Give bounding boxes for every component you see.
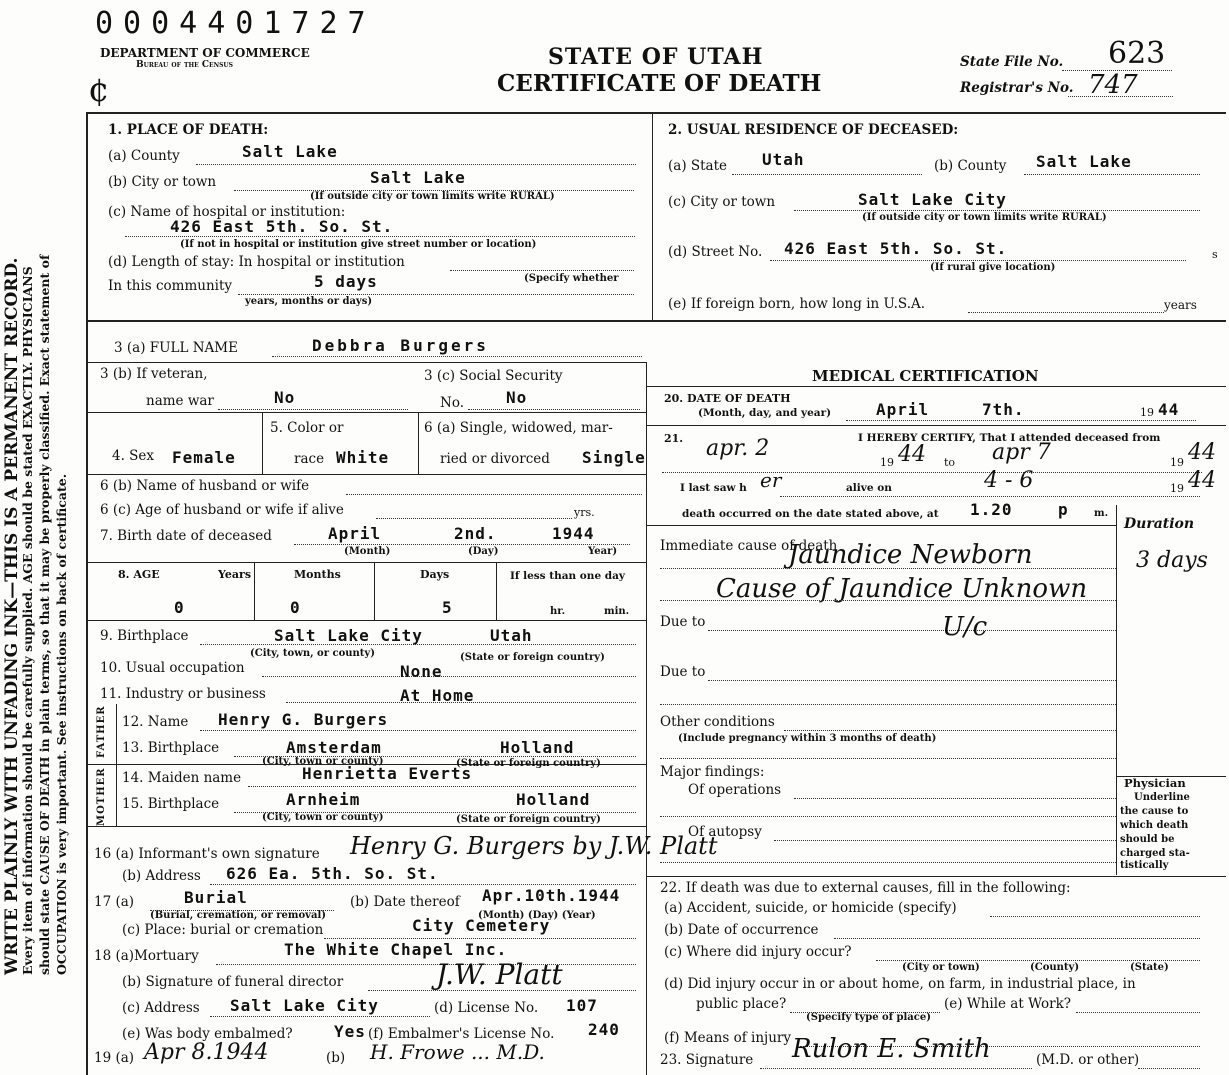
father-name-value: Henry G. Burgers <box>218 710 389 729</box>
father-city-note: (City, town or county) <box>262 756 384 767</box>
where-note-city: (City or town) <box>902 962 980 973</box>
mother-city-note: (City, town or county) <box>262 812 384 823</box>
funeral-director-label: (b) Signature of funeral director <box>122 974 344 990</box>
margin-instruction-2: should state CAUSE OF DEATH in plain terms, so that it may be properly classified. Exact statement of <box>37 254 52 975</box>
mother-birthplace-country: Holland <box>516 790 591 809</box>
filed-label: 19 (a) <box>94 1050 135 1066</box>
father-birthplace-label: 13. Birthplace <box>122 740 220 756</box>
age-years-value: 0 <box>174 598 185 617</box>
physician-title: Physician <box>1124 776 1186 790</box>
occupation-value: None <box>400 662 443 681</box>
document-number: 0004401727 <box>95 6 376 41</box>
birthplace-label: 9. Birthplace <box>100 628 189 644</box>
license-value: 107 <box>566 996 598 1015</box>
age-lessday-label: If less than one day <box>510 570 626 582</box>
residence-city-value: Salt Lake City <box>858 190 1007 209</box>
cause-line-2: Cause of Jaundice Unknown <box>716 574 1088 604</box>
funeral-director-signature: J.W. Platt <box>436 958 563 991</box>
birth-year: 1944 <box>552 524 595 543</box>
place-of-death-heading: 1. PLACE OF DEATH: <box>108 122 269 138</box>
birth-month: April <box>328 524 382 543</box>
marital-label: 6 (a) Single, widowed, mar- <box>424 420 613 436</box>
residence-state-value: Utah <box>762 150 805 169</box>
birth-day: 2nd. <box>454 524 497 543</box>
other-conditions-label: Other conditions <box>660 714 775 730</box>
last-saw-label: I last saw h <box>680 482 747 494</box>
full-name-value: Debbra Burgers <box>312 336 489 355</box>
husband-name-label: 6 (b) Name of husband or wife <box>100 478 310 494</box>
birth-date-label: 7. Birth date of deceased <box>100 528 272 544</box>
birthplace-city-note: (City, town, or county) <box>250 648 375 659</box>
residence-city-note: (If outside city or town limits write RURAL) <box>862 212 1107 223</box>
residence-edge-mark: s <box>1212 248 1218 261</box>
industry-value: At Home <box>400 686 475 705</box>
alive-year: 44 <box>1188 468 1216 493</box>
margin-instruction-3: OCCUPATION is very important. See instructions on back of certificate. <box>54 473 69 975</box>
race-label: race <box>294 451 325 467</box>
date-of-death-sub: (Month, day, and year) <box>698 407 832 419</box>
specify-note-2: years, months or days) <box>245 296 373 307</box>
public-place-label: public place? <box>696 996 787 1012</box>
due-to-1-value: U/c <box>942 612 988 642</box>
race-value: White <box>336 448 390 467</box>
death-time: 1.20 <box>970 500 1013 519</box>
specify-note: (Specify whether <box>524 273 619 284</box>
license-label: (d) License No. <box>434 1000 539 1016</box>
residence-heading: 2. USUAL RESIDENCE OF DECEASED: <box>668 122 959 138</box>
duration-label: Duration <box>1124 516 1195 532</box>
occurrence-label: (b) Date of occurrence <box>664 922 819 938</box>
burial-place-value: City Cemetery <box>412 916 551 935</box>
registrar-signature: H. Frowe ... M.D. <box>370 1040 545 1064</box>
filed-date: Apr 8.1944 <box>144 1040 269 1065</box>
full-name-label: 3 (a) FULL NAME <box>114 340 238 356</box>
physician-note-1: the cause to <box>1120 806 1189 817</box>
external-causes-label: 22. If death was due to external causes, fill in the following: <box>660 880 1071 896</box>
birthplace-state-note: (State or foreign country) <box>460 652 605 663</box>
alive-label: alive on <box>846 482 892 494</box>
birth-month-note: (Month) <box>344 546 391 557</box>
husband-age-label: 6 (c) Age of husband or wife if alive <box>100 502 344 518</box>
duration-value: 3 days <box>1136 548 1208 573</box>
veteran-label: 3 (b) If veteran, <box>100 366 208 382</box>
age-days-label: Days <box>420 568 450 581</box>
birth-day-note: (Day) <box>468 546 499 557</box>
alive-on: 4 - 6 <box>984 468 1034 493</box>
death-time-m: m. <box>1094 508 1109 519</box>
date-year-prefix: 19 <box>1140 406 1154 419</box>
informant-signature: Henry G. Burgers by J.W. Platt <box>350 832 718 860</box>
attended-from-year: 44 <box>898 442 926 467</box>
registrar-label: Registrar's No. <box>960 80 1074 96</box>
marital-label-2: ried or divorced <box>440 451 550 467</box>
embalmed-value: Yes <box>334 1022 366 1041</box>
means-label: (f) Means of injury <box>664 1030 791 1046</box>
age-months-value: 0 <box>290 598 301 617</box>
death-occurred-label: death occurred on the date stated above, at <box>682 508 939 520</box>
hospital-label: (c) Name of hospital or institution: <box>108 204 346 220</box>
war-value: No <box>274 388 296 407</box>
md-label: (M.D. or other) <box>1036 1052 1140 1068</box>
age-label: 8. AGE <box>118 568 160 581</box>
color-label: 5. Color or <box>270 420 344 436</box>
hospital-value: 426 East 5th. So. St. <box>170 217 394 236</box>
where-note-state: (State) <box>1130 962 1169 973</box>
birth-year-note: Year) <box>588 546 618 557</box>
physician-note-0: Underline <box>1134 792 1190 803</box>
mortuary-label: 18 (a)Mortuary <box>94 948 199 964</box>
date-of-death-label: 20. DATE OF DEATH <box>664 392 791 405</box>
margin-instruction-1: Every item of information should be carefully supplied. AGE should be stated EXACTLY. PHYSICIANS <box>20 266 35 975</box>
foreign-born-label: (e) If foreign born, how long in U.S.A. <box>668 296 926 312</box>
certify-number: 21. <box>664 432 684 445</box>
injury-location-label: (d) Did injury occur in or about home, on farm, in industrial place, in <box>664 976 1136 992</box>
mother-name-value: Henrietta Everts <box>302 764 473 783</box>
due-to-2-label: Due to <box>660 664 706 680</box>
embalmed-label: (e) Was body embalmed? <box>122 1026 293 1042</box>
age-days-value: 5 <box>442 598 453 617</box>
embalmer-license-label: (f) Embalmer's License No. <box>368 1026 555 1042</box>
birthplace-city: Salt Lake City <box>274 626 423 645</box>
burial-value: Burial <box>184 888 248 907</box>
state-file-label: State File No. <box>960 54 1064 70</box>
place-county-value: Salt Lake <box>242 142 338 161</box>
place-city-note: (If outside city or town limits write RURAL) <box>310 191 555 202</box>
alive-year-prefix: 19 <box>1170 482 1184 495</box>
to-year-prefix: 19 <box>1170 456 1184 469</box>
residence-county-label: (b) County <box>934 158 1007 174</box>
mother-side-label: MOTHER <box>96 767 107 826</box>
date-of-death-month: April <box>876 400 930 419</box>
mortuary-value: The White Chapel Inc. <box>284 940 508 959</box>
attended-to: apr 7 <box>992 440 1051 465</box>
birthplace-state: Utah <box>490 626 533 645</box>
community-label: In this community <box>108 278 233 294</box>
ss-value: No <box>506 388 528 407</box>
physician-note-3: should be <box>1120 834 1175 845</box>
place-city-label: (b) City or town <box>108 174 217 190</box>
age-months-label: Months <box>294 568 341 581</box>
sex-label: 4. Sex <box>112 448 155 464</box>
date-of-death-day: 7th. <box>982 400 1025 419</box>
mother-birthplace-label: 15. Birthplace <box>122 796 220 812</box>
age-hr-label: hr. <box>550 606 566 617</box>
residence-city-label: (c) City or town <box>668 194 776 210</box>
last-saw-her: er <box>760 468 782 492</box>
death-time-p: p <box>1058 500 1069 519</box>
immediate-cause-label: Immediate cause of death <box>660 538 838 554</box>
department-label: DEPARTMENT OF COMMERCE <box>100 46 310 60</box>
length-of-stay-label: (d) Length of stay: In hospital or institution <box>108 254 405 270</box>
medical-heading: MEDICAL CERTIFICATION <box>812 367 1039 385</box>
sex-value: Female <box>172 448 236 467</box>
industry-label: 11. Industry or business <box>100 686 266 702</box>
burial-note: (Burial, cremation, or removal) <box>150 910 326 921</box>
place-type-note: (Specify type of place) <box>806 1012 931 1023</box>
place-city-value: Salt Lake <box>370 168 466 187</box>
accident-label: (a) Accident, suicide, or homicide (specify) <box>664 900 957 916</box>
bureau-label: Bureau of the Census <box>136 60 233 70</box>
cent-mark: ¢ <box>88 70 110 110</box>
physician-signature-label: 23. Signature <box>660 1052 754 1068</box>
father-birthplace-country: Holland <box>500 738 575 757</box>
other-conditions-note: (Include pregnancy within 3 months of death) <box>678 733 937 744</box>
residence-street-note: (If rural give location) <box>930 262 1056 273</box>
director-address-label: (c) Address <box>122 1000 200 1016</box>
to-label: to <box>944 456 956 469</box>
attended-to-year: 44 <box>1188 440 1216 465</box>
while-at-work-label: (e) While at Work? <box>944 996 1072 1012</box>
embalmer-license-value: 240 <box>588 1020 620 1039</box>
marital-value: Single <box>582 448 646 467</box>
residence-county-value: Salt Lake <box>1036 152 1132 171</box>
from-year-prefix: 19 <box>880 456 894 469</box>
residence-state-label: (a) State <box>668 158 728 174</box>
hospital-note: (If not in hospital or institution give street number or location) <box>180 239 537 250</box>
residence-street-value: 426 East 5th. So. St. <box>784 239 1008 258</box>
mother-state-note: (State or foreign country) <box>456 814 601 825</box>
date-of-death-year: 44 <box>1158 400 1180 419</box>
director-address: Salt Lake City <box>230 996 379 1015</box>
immediate-cause: Jaundice Newborn <box>788 540 1033 570</box>
foreign-years-label: years <box>1164 298 1197 312</box>
margin-instruction-0: WRITE PLAINLY WITH UNFADING INK—THIS IS A PERMANENT RECORD. <box>2 257 22 975</box>
community-value: 5 days <box>314 272 378 291</box>
place-county-label: (a) County <box>108 148 180 164</box>
physician-note-2: which death <box>1120 820 1189 831</box>
certify-text: I HEREBY CERTIFY, That I attended deceased from <box>858 432 1161 444</box>
residence-street-label: (d) Street No. <box>668 244 763 260</box>
mother-name-label: 14. Maiden name <box>122 770 242 786</box>
burial-date-label: (b) Date thereof <box>350 894 460 910</box>
informant-address-label: (b) Address <box>122 868 201 884</box>
certificate-title: CERTIFICATE OF DEATH <box>497 70 822 97</box>
age-min-label: min. <box>604 606 630 617</box>
occupation-label: 10. Usual occupation <box>100 660 245 676</box>
father-side-label: FATHER <box>96 705 107 758</box>
burial-date-value: Apr.10th.1944 <box>482 886 621 905</box>
physician-note-4: charged sta- <box>1120 848 1190 859</box>
attended-from: apr. 2 <box>706 436 770 461</box>
registrar-value: 747 <box>1088 70 1138 100</box>
father-state-note: (State or foreign country) <box>456 758 601 769</box>
autopsy-label: Of autopsy <box>688 824 762 840</box>
physician-note-5: tistically <box>1120 860 1169 871</box>
father-name-label: 12. Name <box>122 714 189 730</box>
operations-label: Of operations <box>688 782 782 798</box>
mother-birthplace-city: Arnheim <box>286 790 361 809</box>
husband-age-yrs: yrs. <box>574 506 595 519</box>
where-note-county: (County) <box>1030 962 1080 973</box>
registrar-sig-label: (b) <box>326 1050 346 1066</box>
age-years-label: Years <box>218 568 252 581</box>
due-to-1-label: Due to <box>660 614 706 630</box>
informant-address: 626 Ea. 5th. So. St. <box>226 864 439 883</box>
father-birthplace-city: Amsterdam <box>286 738 382 757</box>
informant-signature-label: 16 (a) Informant's own signature <box>94 846 320 862</box>
where-label: (c) Where did injury occur? <box>664 944 852 960</box>
burial-date-note: (Month) (Day) (Year) <box>478 910 596 921</box>
ss-no-label: No. <box>440 395 464 411</box>
state-title: STATE OF UTAH <box>548 44 764 70</box>
major-findings-label: Major findings: <box>660 764 765 780</box>
war-label: name war <box>146 393 214 409</box>
burial-place-label: (c) Place: burial or cremation <box>122 922 324 938</box>
physician-signature: Rulon E. Smith <box>792 1034 991 1064</box>
burial-label: 17 (a) <box>94 894 135 910</box>
ss-label: 3 (c) Social Security <box>424 368 563 384</box>
state-file-value: 623 <box>1108 36 1166 71</box>
